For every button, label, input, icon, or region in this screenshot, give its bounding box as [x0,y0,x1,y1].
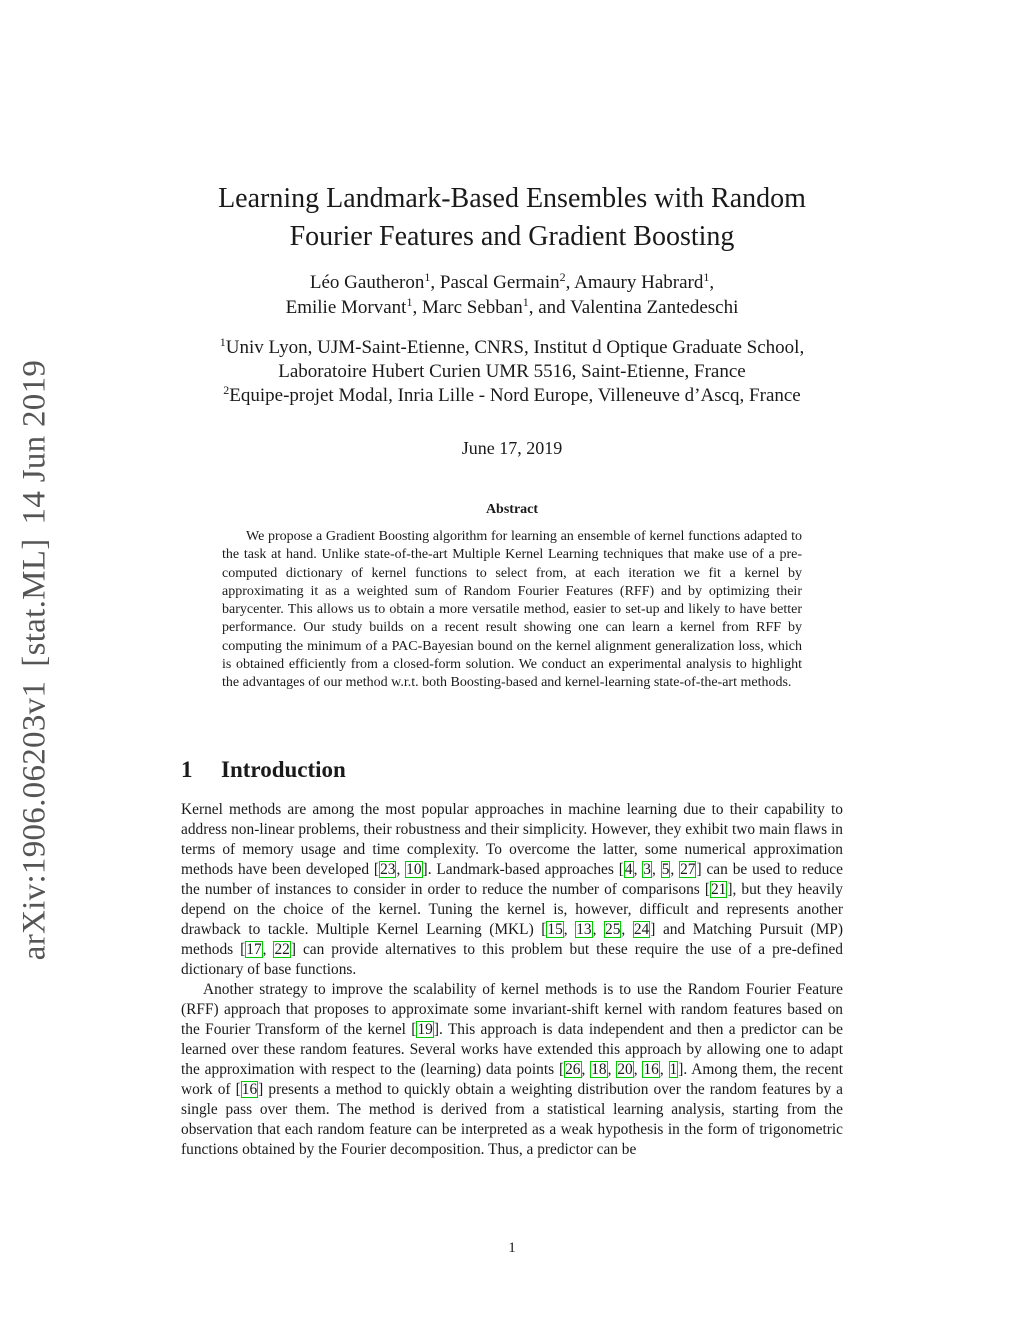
arxiv-stamp-text [17,360,54,960]
citation-group: [19] [411,1021,439,1038]
citation-link[interactable]: 26 [565,1061,581,1078]
citation-group: [4, 3, 5, 27] [618,861,702,878]
affiliation-mark: 1 [219,335,226,349]
citation-link[interactable]: 24 [633,921,650,938]
section-title: Introduction [221,757,346,782]
citation-link[interactable]: 16 [241,1081,258,1098]
citation-link[interactable]: 25 [605,921,621,938]
paragraph [181,980,843,1160]
arxiv-id[interactable]: arXiv:1906.06203v1 [16,680,53,961]
text-run: presents a method to quickly obtain a weighting distribution over the random features by a single pass over them. The method is derived from a statistical learning analysis, starting from the observation that each random feature can be interpreted as a weak hypothesis in the form of trigonometric functions obtained by the Fourier decomposition. Thus, a predictor can be [181,1081,843,1158]
citation-link[interactable]: 18 [591,1061,607,1078]
citation-link[interactable]: 3 [643,861,651,878]
author-separator: , [430,272,440,293]
author-name: Marc Sebban [421,297,523,318]
author-affiliation-mark: 1 [522,295,529,309]
citation-link[interactable]: 23 [380,861,396,878]
text-run: Another strategy to improve the scalability of kernel methods is to use the Random Fourier Feature (RFF) approach that proposes to approximate some invariant-shift kernel with random features based on the Fourier Transform of the kernel [181,981,843,1038]
author-affiliation-mark: 2 [559,270,566,284]
citation-group: [23, 10] [373,861,428,878]
affiliation-2 [160,384,864,408]
paragraph [181,800,843,980]
affiliation-1-line-1 [160,336,864,360]
text-run: . Among them, the recent work of [181,1061,844,1098]
arxiv-date: 14 Jun 2019 [16,359,53,525]
citation-link[interactable]: 4 [624,861,633,878]
author-affiliation-mark: 1 [703,270,710,284]
author-list [160,270,864,320]
citation-link[interactable]: 1 [669,1061,678,1078]
citation-group: [16] [235,1081,264,1098]
author-affiliation-mark: 1 [424,270,431,284]
citation-group: [26, 18, 20, 16, 1] [558,1061,684,1078]
page-number: 1 [508,1240,516,1256]
citation-link[interactable]: 17 [246,941,262,958]
arxiv-category: [stat.ML] [16,538,53,667]
text-run: and Matching Pursuit (MP) methods [181,921,843,958]
citation-link[interactable]: 16 [643,1061,659,1078]
author-separator: , and [528,297,571,318]
citation-group: [15, 13, 25, 24] [541,921,656,938]
text-run: , but they heavily depend on the choice of the kernel. Tuning the kernel is, however, difficult and represents another drawback to tackle. Multiple Kernel Learning (MKL) [181,881,844,938]
citation-group: [17, 22] [240,941,296,958]
affiliations [160,336,864,408]
section-number: 1 [181,757,193,782]
author-line-2 [160,295,864,320]
text-run: can provide alternatives to this problem but these require the use of a pre-defined dictionary of base functions. [181,941,843,978]
citation-link[interactable]: 27 [680,861,696,878]
title-line-1: Learning Landmark-Based Ensembles with Random [218,183,806,214]
author-name: Valentina Zantedeschi [570,297,739,318]
author-affiliation-mark: 1 [406,295,413,309]
author-name: Emilie Morvant [285,297,407,318]
citation-group: [21] [704,881,733,898]
abstract-body: We propose a Gradient Boosting algorithm for learning an ensemble of kernel functions adapted to the task at hand. Unlike state-of-the-art Multiple Kernel Learning techniques that make use of a pre-computed dictionary of kernel functions to select from, at each iteration we fit a kernel by approximating it as a weighted sum of Random Fourier Features (RFF) and by optimizing their barycenter. This allows us to obtain a more versatile method, easier to set-up and likely to have better performance. Our study builds on a recent result showing one can learn a kernel from RFF by computing the minimum of a PAC-Bayesian bound on the kernel alignment generalization loss, which is obtained efficiently from a closed-form solution. We conduct an experimental analysis to highlight the advantages of our method w.r.t. both Boosting-based and kernel-learning state-of-the-art methods. [222,529,802,691]
text-run: . Landmark-based approaches [427,861,619,878]
text-run: can be used to reduce the number of instances to consider in order to reduce the number of comparisons [181,861,843,898]
citation-link[interactable]: 20 [617,1061,633,1078]
author-line-1 [160,270,864,295]
author-separator: , [412,297,422,318]
affiliation-1-line-2: Laboratoire Hubert Curien UMR 5516, Saint-Etienne, France [278,361,746,382]
citation-link[interactable]: 10 [406,861,422,878]
text-run: . This approach is data independent and then a predictor can be learned over these random features. Several works have extended this approach by allowing one to adapt the approximation with respect to the (learning) data points [181,1021,843,1078]
citation-link[interactable]: 19 [417,1021,433,1038]
introduction-body [181,800,843,1160]
arxiv-stamp [10,340,60,980]
text-run: Kernel methods are among the most popular approaches in machine learning due to their capability to address non-linear problems, their robustness and their simplicity. However, they exhibit two main flaws in terms of memory usage and time complexity. To overcome the latter, some numerical approximation methods have been developed [181,801,843,878]
author-name: Pascal Germain [439,272,560,293]
affiliation-text: Equipe-projet Modal, Inria Lille - Nord Europe, Villeneuve d’Ascq, France [229,385,801,406]
citation-link[interactable]: 5 [661,861,670,878]
citation-link[interactable]: 21 [710,881,727,898]
affiliation-text: Univ Lyon, UJM-Saint-Etienne, CNRS, Institut d Optique Graduate School, [225,337,805,358]
section-heading [181,757,346,783]
author-separator: , [709,272,715,293]
author-separator: , [565,272,575,293]
author-name: Léo Gautheron [309,272,425,293]
abstract-heading: Abstract [485,502,539,517]
author-name: Amaury Habrard [574,272,704,293]
citation-link[interactable]: 13 [576,921,592,938]
citation-link[interactable]: 22 [274,941,290,958]
title-line-2: Fourier Features and Gradient Boosting [289,221,735,252]
paper-title [160,180,864,256]
affiliation-mark: 2 [223,383,230,397]
publication-date: June 17, 2019 [461,438,563,458]
citation-link[interactable]: 15 [547,921,563,938]
